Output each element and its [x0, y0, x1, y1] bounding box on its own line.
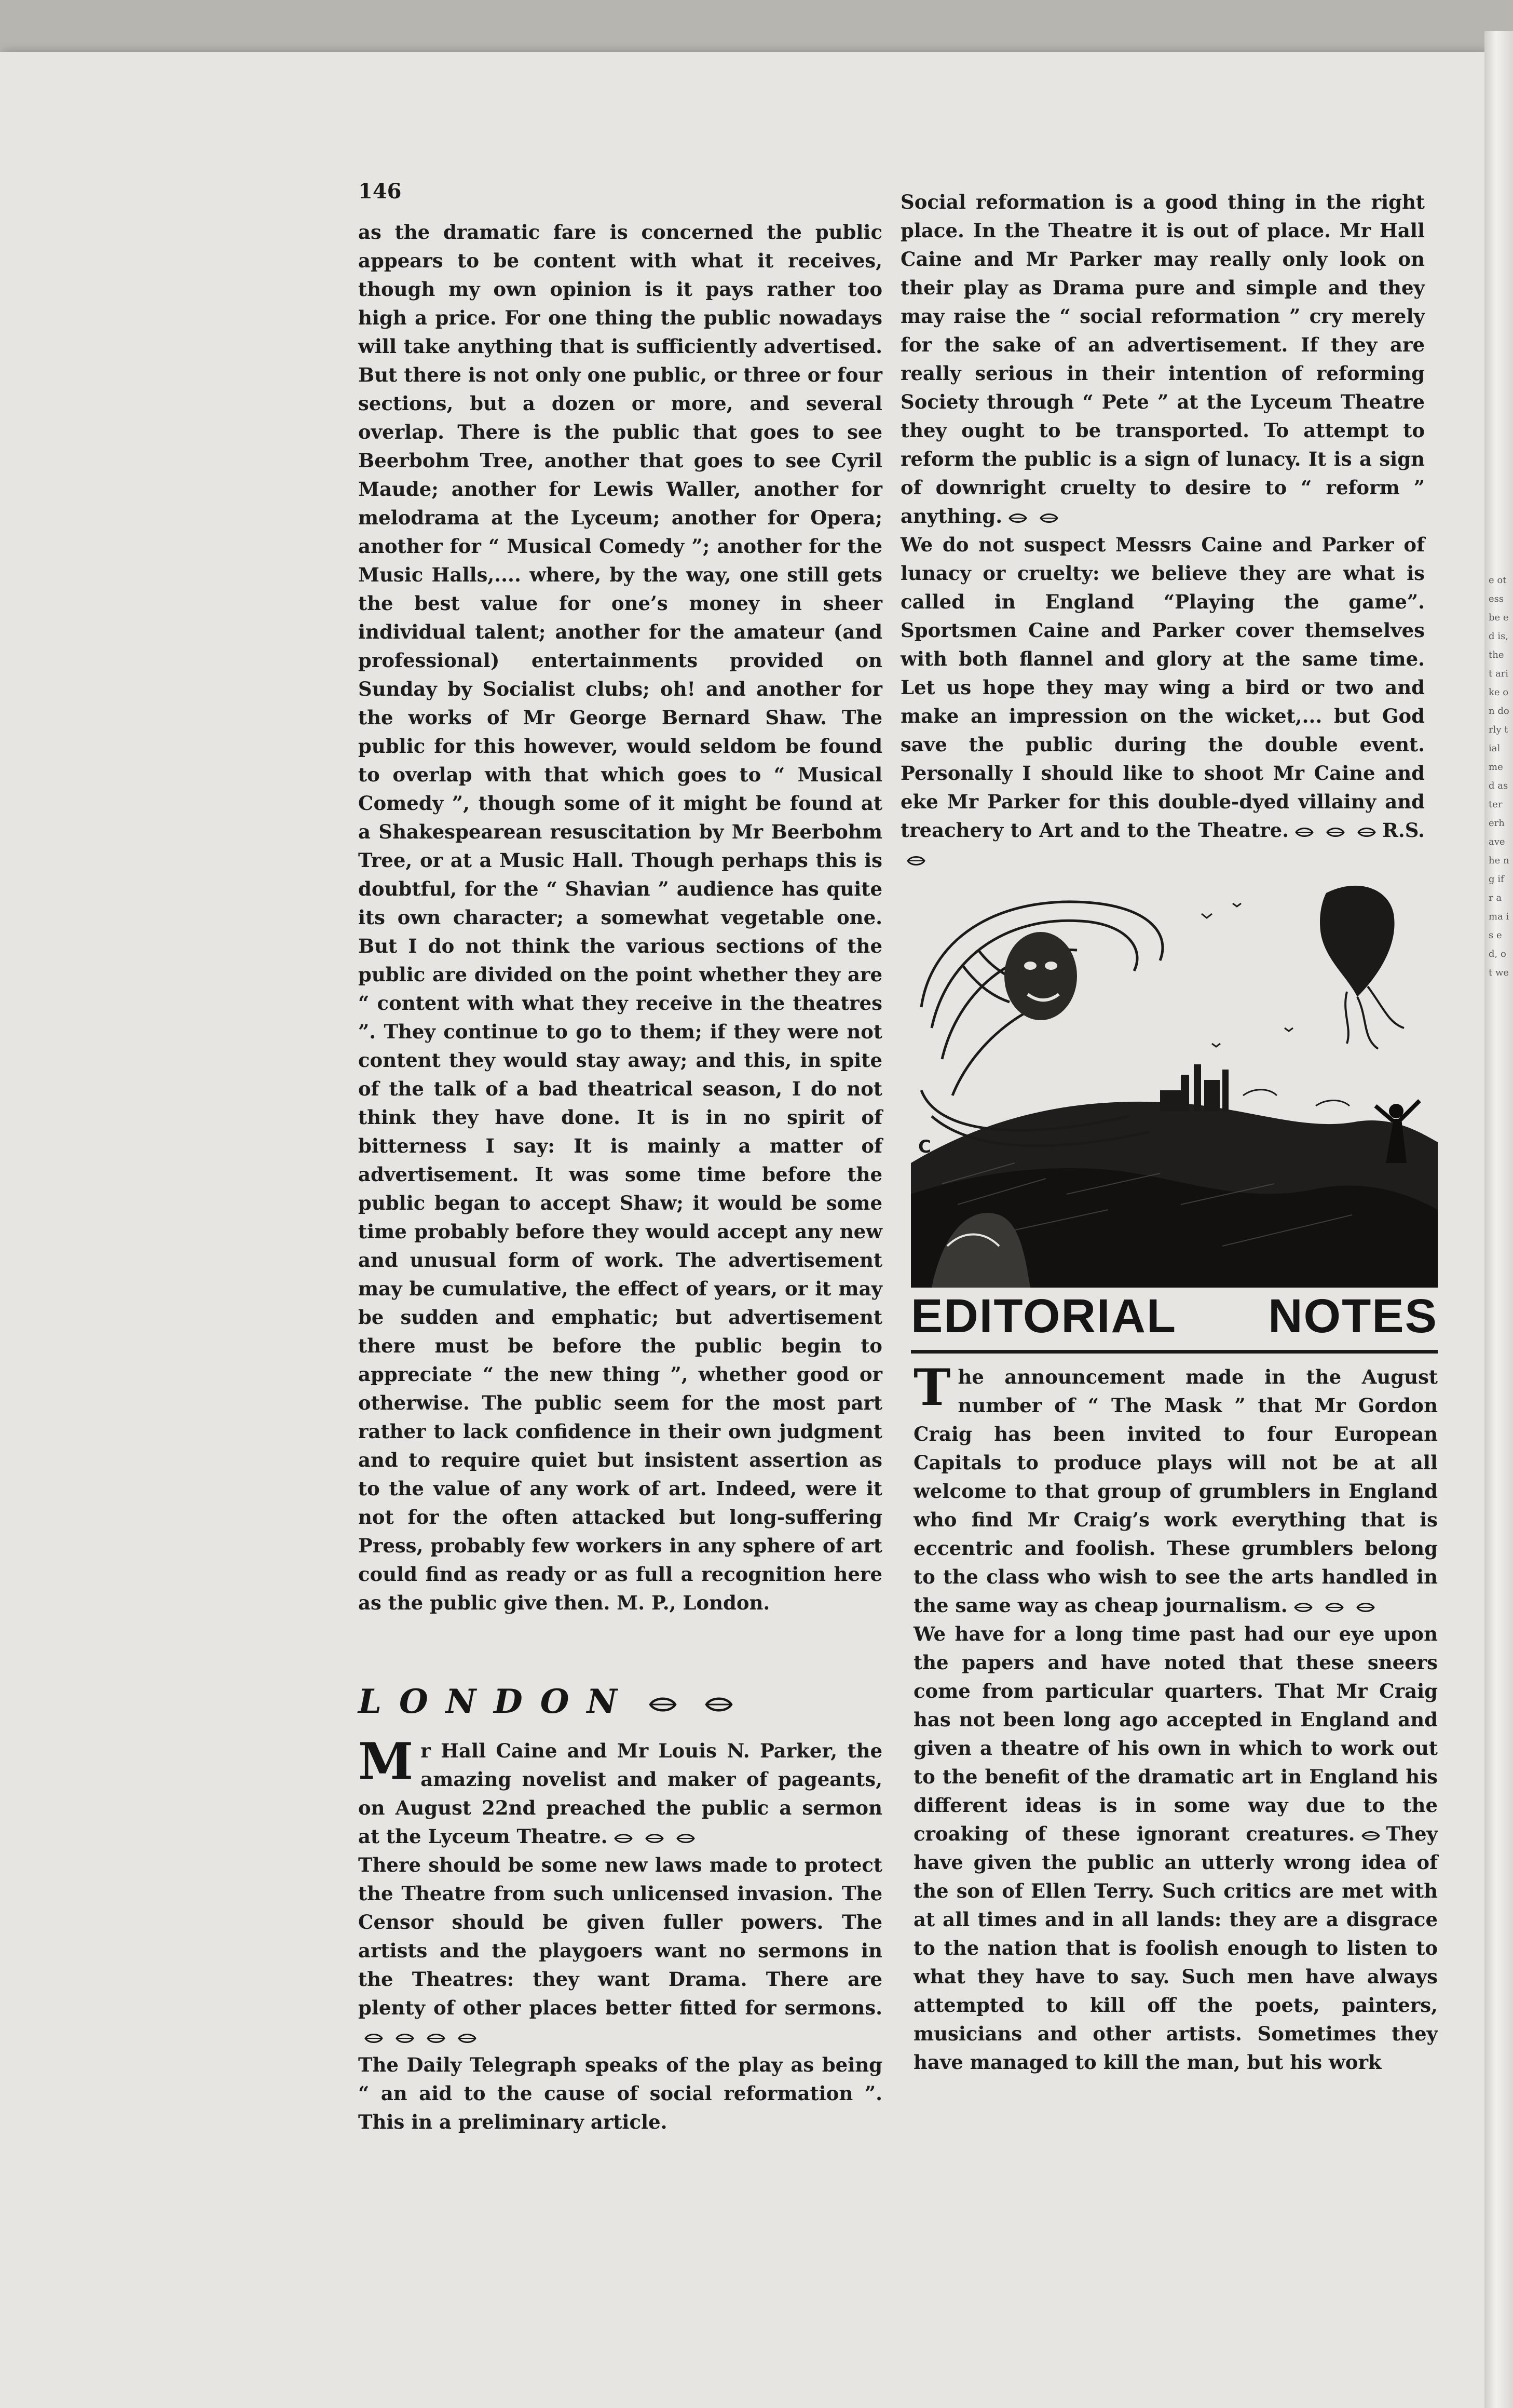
right-paragraph-1: Social reformation is a good thing in the right place. In the Theatre it is out of place. Mr Hall Caine and Mr Parker may really only look on their play as Drama pure and simple and they may raise the “ social reformation ” cry merely for the sake of an advertisement. If they are really serious in their intention of reforming Society through “ Pete ” at the Lyceum Theatre they ought to be transported. To attempt to reform the public is a sign of lunacy. It is a sign of downright cruelty to desire to “ reform ” anything.: [901, 191, 1425, 527]
leaf-ornament-icon: [906, 855, 926, 867]
leaf-ornament-icon: [644, 1832, 665, 1845]
leaf-ornament-icon: [1360, 1830, 1381, 1842]
leaf-ornament-icon: [646, 1695, 679, 1714]
woodcut-initial: C: [918, 1137, 931, 1157]
right-paragraph-2: We do not suspect Messrs Caine and Parker of lunacy or cruelty: we believe they are what is called in England “Playing the game”. Sportsmen Caine and Parker cover themselves with both flannel and glory at the same time. Let us hope they may wing a bird or two and make an impression on the wicket,... but God save the public during the double event. Personally I should like to shoot Mr Caine and eke Mr Parker for this double-dyed villainy and treachery to Art and to the Theatre. R.S.: [901, 531, 1425, 873]
adjacent-page-text: e ot ess be ed is, the t ari ke on do rly tial me d as ter erh ave he ng if r a ma is ed, ot we: [1489, 575, 1509, 978]
editorial-heading-word-1: EDITORIAL: [911, 1290, 1177, 1343]
leaf-ornament-icon: [675, 1832, 696, 1845]
leaf-ornament-icon: [1039, 512, 1059, 524]
right-column-top: [901, 188, 1425, 873]
london-article: [358, 1732, 882, 2136]
leaf-ornament-icon: [1356, 826, 1377, 838]
leaf-ornament-icon: [363, 2032, 384, 2045]
signature: R.S.: [1382, 819, 1425, 842]
leaf-ornament-icon: [394, 2032, 415, 2045]
drop-cap: M: [358, 1732, 414, 1791]
editorial-paragraph-2: We have for a long time past had our eye upon the papers and have noted that these sneers come from particular quarters. That Mr Craig has not been long ago accepted in England and given a theatre of his own in which to work out to the benefit of the dramatic art in England his different ideas is in some way due to the croaking of these ignorant creatures. They have given the public an utterly wrong idea of the son of Ellen Terry. Such critics are met with at all times and in all lands: they are a disgrace to the nation that is foolish enough to listen to what they have to say. Such men have always attempted to kill off the poets, painters, musicians and other artists. Sometimes they have managed to kill the man, but his work: [914, 1622, 1438, 2074]
leaf-ornament-icon: [1325, 826, 1346, 838]
london-paragraph-3: The Daily Telegraph speaks of the play as being “ an aid to the cause of social reformation ”. This in a preliminary article.: [358, 2053, 882, 2133]
london-heading: [358, 1682, 882, 1724]
leaf-ornament-icon: [1324, 1601, 1345, 1614]
leaf-ornament-icon: [426, 2032, 446, 2045]
london-paragraph-2: There should be some new laws made to protect the Theatre from such unlicensed invasion. The Censor should be given fuller powers. The artists and the playgoers want no sermons in the Theatres: they want Drama. There are plenty of other places better fitted for sermons.: [358, 1851, 882, 2051]
leaf-ornament-icon: [613, 1832, 634, 1845]
editorial-notes-heading: [911, 1288, 1438, 1345]
london-heading-text: LONDON: [358, 1682, 635, 1721]
leaf-ornament-icon: [1007, 512, 1028, 524]
left-column-paragraph: as the dramatic fare is concerned the public appears to be content with what it receives, though my own opinion is it pays rather too high a price. For one thing the public nowadays will take anything that is sufficiently advertised. But there is not only one public, or three or four sections, but a dozen or more, and several overlap. There is the public that goes to see Beerbohm Tree, another that goes to see Cyril Maude; another for Lewis Waller, another for melodrama at the Lyceum; another for Opera; another for “ Musical Comedy ”; another for the Music Halls,.... where, by the way, one still gets the best value for one’s money in sheer individual talent; another for the amateur (and professional) entertainments provided on Sunday by Socialist clubs; oh! and another for the works of Mr George Bernard Shaw. The public for this however, would seldom be found to overlap with that which goes to “ Musical Comedy ”, though some of it might be found at a Shakespearean resuscitation by Mr Beerbohm Tree, or at a Music Hall. Though perhaps this is doubtful, for the “ Shavian ” audience has quite its own character; a somewhat vegetable one. But I do not think the various sections of the public are divided on the point whether they are “ content with what they receive in the theatres ”. They continue to go to them; if they were not content they would stay away; and this, in spite of the talk of a bad theatrical season, I do not think they have done. It is in no spirit of bitterness I say: It is mainly a matter of advertisement. It was some time before the public began to accept Shaw; it would be some time probably before they would accept any new and unusual form of work. The advertisement may be cumulative, the effect of years, or it may be sudden and emphatic; but advertisement there must be before the public begin to appreciate “ the new thing ”, whether good or otherwise. The public seem for the most part rather to lack confidence in their own judgment and to require quiet but insistent assertion as to the value of any work of art. Indeed, were it not for the often attacked but long-suffering Press, probably few workers in any sphere of art could find as ready or as full a recognition here as the public give then. M. P., London.: [358, 221, 882, 1614]
woodcut-illustration: [911, 872, 1438, 1288]
drop-cap: T: [914, 1358, 951, 1417]
heading-rule: [911, 1350, 1438, 1354]
editorial-paragraph-1: The announcement made in the August number of “ The Mask ” that Mr Gordon Craig has been invited to four European Capitals to produce plays will not be at all welcome to that group of grumblers in England who find Mr Craig’s work everything that is eccentric and foolish. These grumblers belong to the class who wish to see the arts handled in the same way as cheap journalism.: [914, 1358, 1438, 1617]
page-number: 146: [358, 179, 402, 204]
editorial-heading-word-2: NOTES: [1268, 1290, 1438, 1343]
woodcut-image: [911, 872, 1438, 1288]
leaf-ornament-icon: [1294, 826, 1315, 838]
leaf-ornament-icon: [1293, 1601, 1314, 1614]
leaf-ornament-icon: [1355, 1601, 1376, 1614]
leaf-ornament-icon: [702, 1695, 735, 1714]
london-paragraph-1: Mr Hall Caine and Mr Louis N. Parker, the amazing novelist and maker of pageants, on August 22nd preached the public a sermon at the Lyceum Theatre.: [358, 1732, 882, 1848]
left-column: [358, 218, 882, 1617]
leaf-ornament-icon: [457, 2032, 478, 2045]
editorial-notes-body: [914, 1358, 1438, 2077]
